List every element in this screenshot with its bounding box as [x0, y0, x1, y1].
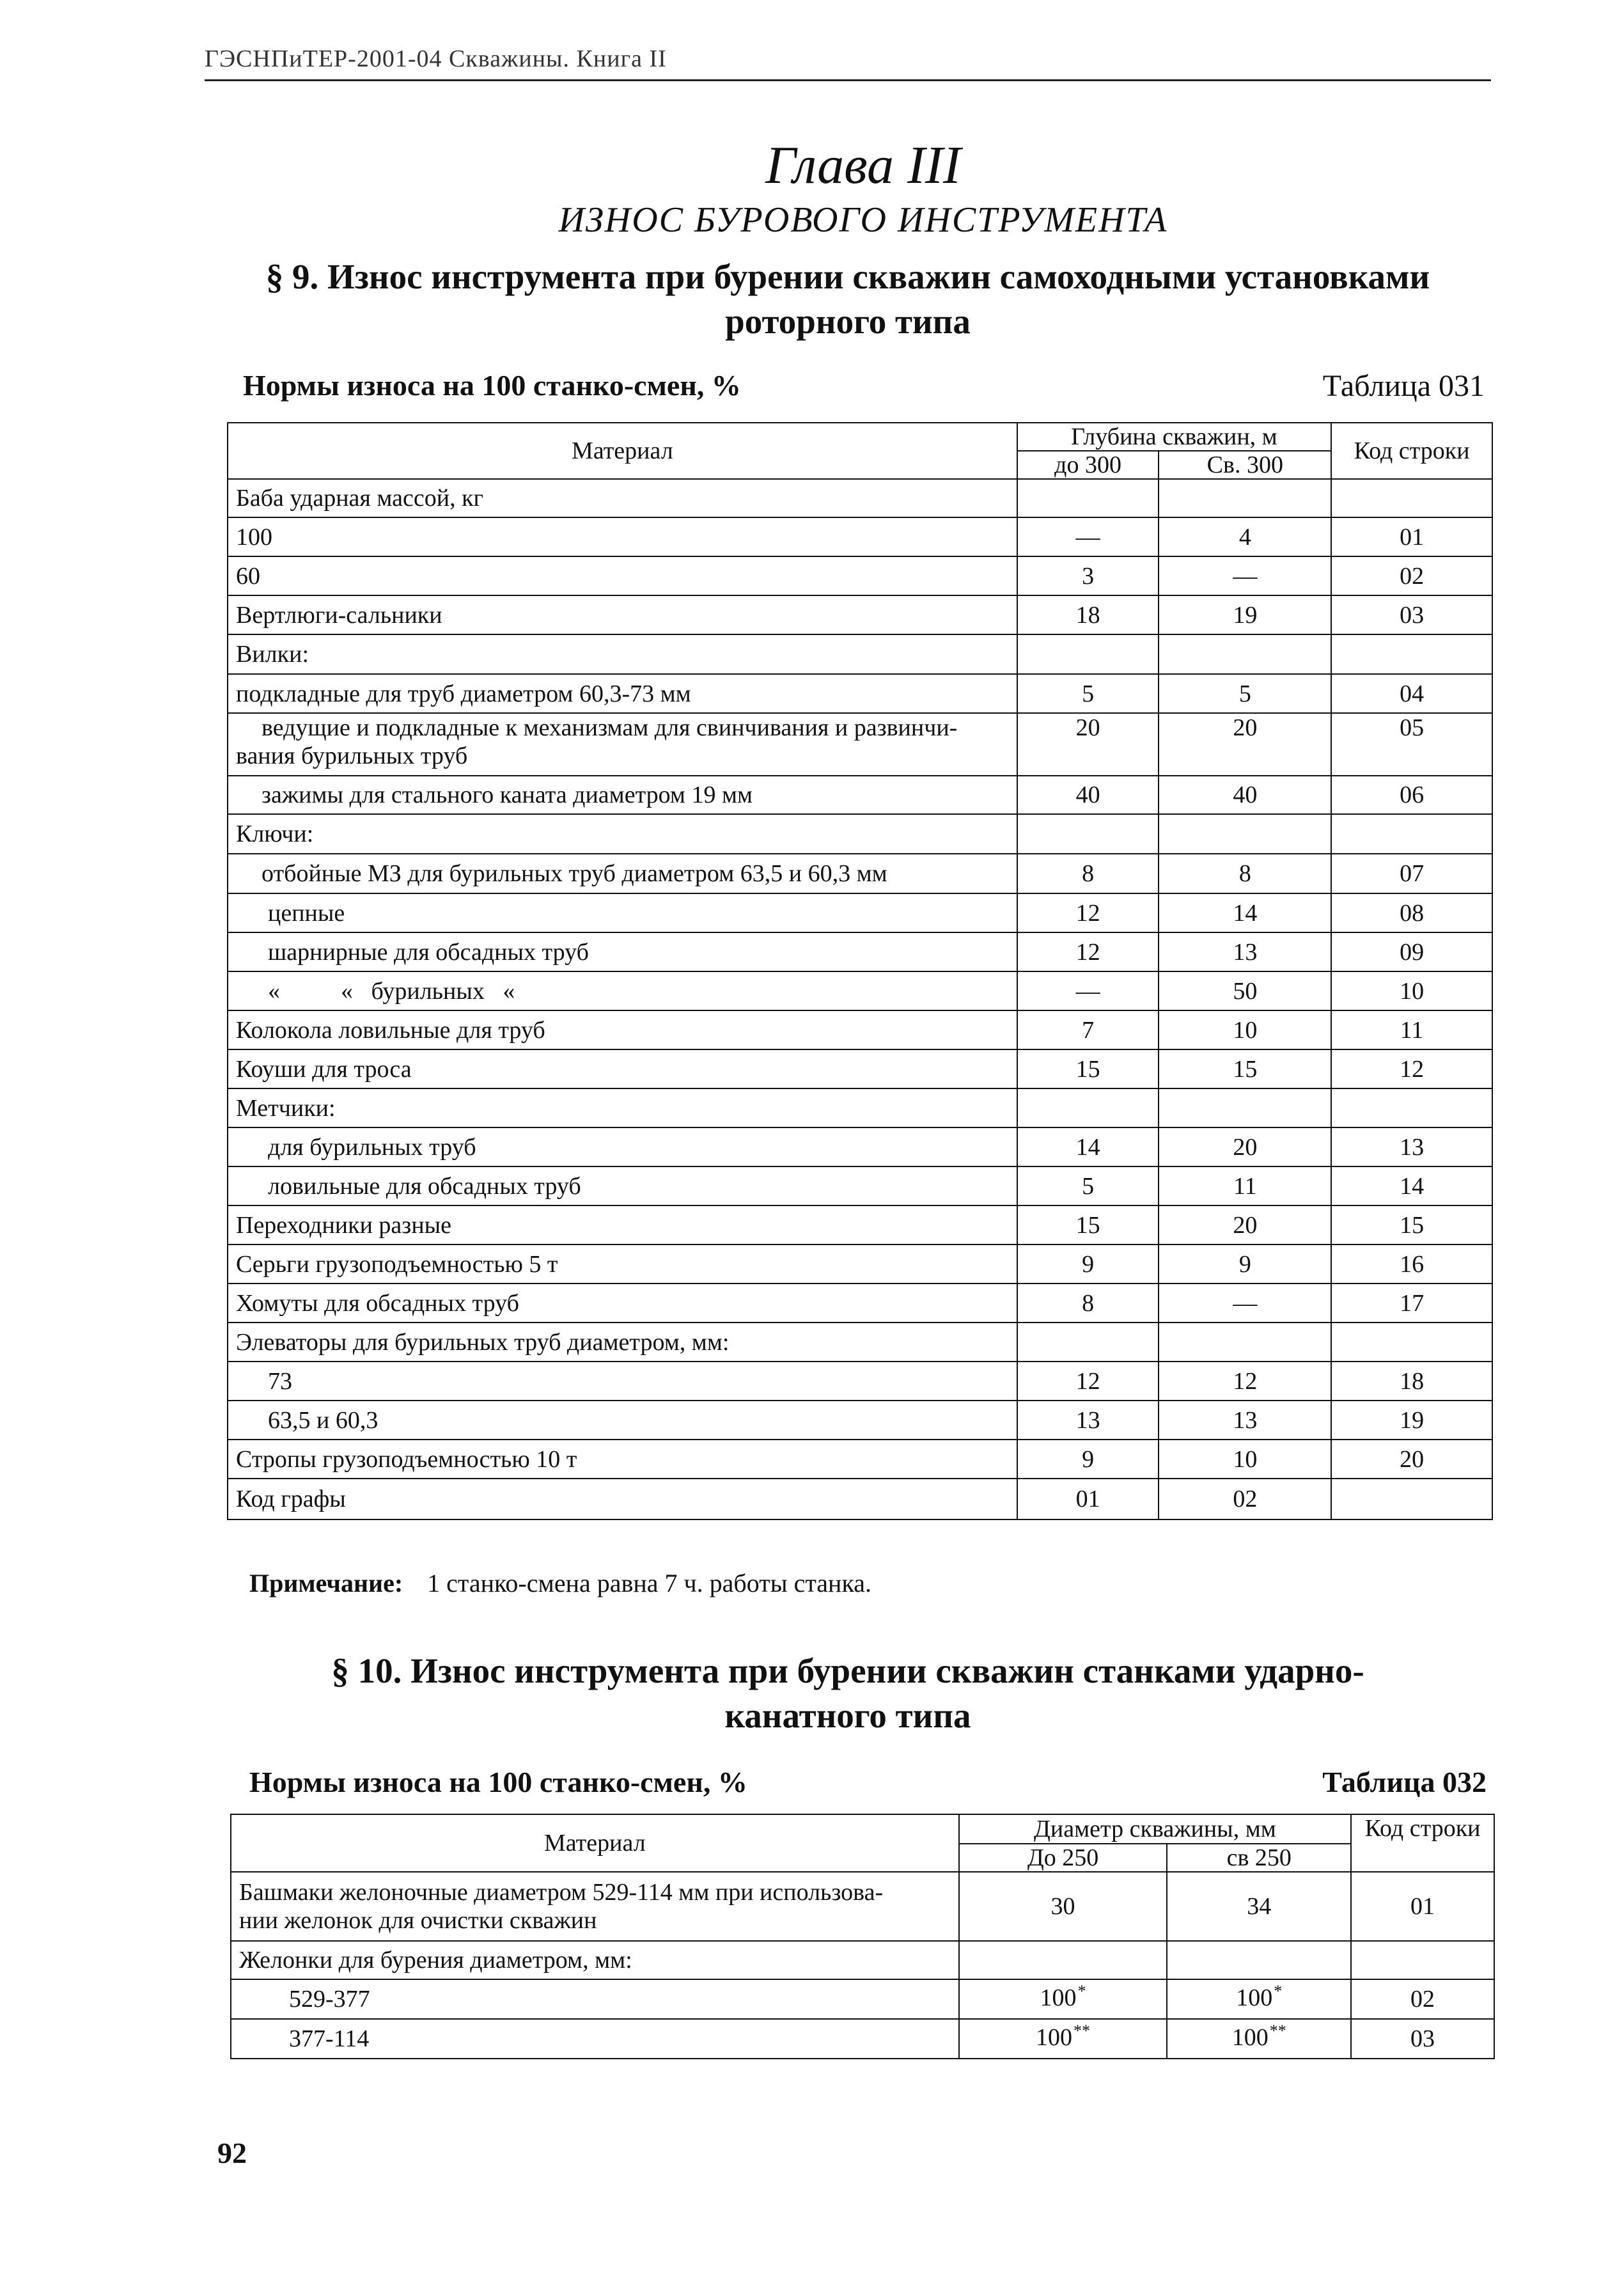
- table-row: [231, 1979, 1494, 2019]
- table-row: [228, 1127, 1492, 1166]
- row-over300: 11: [1159, 1166, 1331, 1205]
- col-header-to300: до 300: [1017, 451, 1159, 479]
- table-row: [228, 595, 1492, 634]
- row-over300: 20: [1159, 1127, 1331, 1166]
- table-031: [227, 422, 1493, 1520]
- row-over300: 4: [1159, 517, 1331, 556]
- col-header-to250: До 250: [959, 1844, 1167, 1872]
- row-material: Баба ударная массой, кг: [228, 479, 1017, 517]
- row-code: 11: [1331, 1010, 1492, 1049]
- row-material: 60: [228, 556, 1017, 595]
- row-over300: 14: [1159, 893, 1331, 932]
- table-row: [228, 1323, 1492, 1362]
- row-code: 03: [1351, 2019, 1494, 2059]
- row-over300: 5: [1159, 674, 1331, 713]
- row-material: Колокола ловильные для труб: [228, 1010, 1017, 1049]
- table-row: [228, 814, 1492, 854]
- row-material: подкладные для труб диаметром 60,3-73 мм: [228, 674, 1017, 713]
- row-material: Серьги грузоподъемностью 5 т: [228, 1244, 1017, 1284]
- row-material: Стропы грузоподъемностью 10 т: [228, 1440, 1017, 1479]
- col-header-material: Материал: [231, 1814, 959, 1872]
- row-code: [1331, 479, 1492, 517]
- table-row: [228, 971, 1492, 1010]
- row-material: Коуши для троса: [228, 1049, 1017, 1088]
- table-row: [228, 517, 1492, 556]
- table-caption-031: Таблица 031: [1322, 369, 1485, 403]
- row-code: 02: [1351, 1979, 1494, 2019]
- table-row: [228, 1479, 1492, 1519]
- row-code: [1351, 1941, 1494, 1979]
- row-material: шарнирные для обсадных труб: [228, 932, 1017, 971]
- row-material-line1: Башмаки желоночные диаметром 529-114 мм при использова-: [239, 1879, 884, 1906]
- row-material: Код графы: [228, 1479, 1017, 1519]
- row-code: 16: [1331, 1244, 1492, 1284]
- row-to300: 40: [1017, 776, 1159, 814]
- row-over300: 12: [1159, 1362, 1331, 1401]
- col-header-diameter: Диаметр скважины, мм: [959, 1814, 1351, 1844]
- row-over300: 13: [1159, 1401, 1331, 1440]
- footnote-mark: *: [1274, 1982, 1283, 2000]
- row-to300: —: [1017, 971, 1159, 1010]
- row-code: 08: [1331, 893, 1492, 932]
- row-code: 19: [1331, 1401, 1492, 1440]
- row-over300: 15: [1159, 1049, 1331, 1088]
- table-032: [230, 1814, 1495, 2059]
- row-code: 06: [1331, 776, 1492, 814]
- row-material: цепные: [228, 893, 1017, 932]
- row-material: зажимы для стального каната диаметром 19 мм: [228, 776, 1017, 814]
- row-over300: 20: [1159, 1205, 1331, 1244]
- row-code: [1331, 814, 1492, 854]
- row-to300: 5: [1017, 674, 1159, 713]
- table-row: [228, 776, 1492, 814]
- row-code: 02: [1331, 556, 1492, 595]
- row-over250: 34: [1167, 1872, 1351, 1941]
- table-row: [231, 1872, 1494, 1941]
- row-material: 529-377: [231, 1979, 959, 2019]
- row-over300: 8: [1159, 854, 1331, 893]
- row-code: 05: [1331, 713, 1492, 776]
- row-over300: —: [1159, 1284, 1331, 1323]
- row-over250: [1167, 2019, 1351, 2059]
- table-row: [228, 893, 1492, 932]
- row-code: [1331, 634, 1492, 674]
- footnote-mark: **: [1074, 2022, 1091, 2040]
- note-label: Примечание:: [249, 1569, 403, 1598]
- chapter-title: ИЗНОС БУРОВОГО ИНСТРУМЕНТА: [558, 200, 1168, 240]
- row-code: 09: [1331, 932, 1492, 971]
- row-to300: [1017, 1323, 1159, 1362]
- row-code: [1331, 1479, 1492, 1519]
- row-material: Хомуты для обсадных труб: [228, 1284, 1017, 1323]
- row-to300: 12: [1017, 893, 1159, 932]
- row-material: Вертлюги-сальники: [228, 595, 1017, 634]
- row-to300: 12: [1017, 1362, 1159, 1401]
- row-material-line2: нии желонок для очистки скважин: [239, 1907, 597, 1934]
- table-row: [228, 1010, 1492, 1049]
- row-to300: 01: [1017, 1479, 1159, 1519]
- col-header-over250: св 250: [1167, 1844, 1351, 1872]
- row-code: 04: [1331, 674, 1492, 713]
- row-code: 03: [1331, 595, 1492, 634]
- row-to300: 8: [1017, 1284, 1159, 1323]
- table-row: [228, 1049, 1492, 1088]
- norms-caption-031: Нормы износа на 100 станко-смен, %: [243, 369, 741, 402]
- row-to300: [1017, 814, 1159, 854]
- row-over250-value: 100: [1231, 2024, 1269, 2051]
- table-row: [228, 556, 1492, 595]
- row-to300: [1017, 479, 1159, 517]
- row-to300: 14: [1017, 1127, 1159, 1166]
- row-material: 377-114: [231, 2019, 959, 2059]
- table-row: [228, 1244, 1492, 1284]
- row-over300: —: [1159, 556, 1331, 595]
- chapter-number: Глава III: [765, 136, 961, 195]
- section-9-title-line2: роторного типа: [725, 302, 971, 341]
- row-to300: 12: [1017, 932, 1159, 971]
- table-row: [231, 1941, 1494, 1979]
- header-rule: [205, 79, 1491, 81]
- row-material: 63,5 и 60,3: [228, 1401, 1017, 1440]
- row-material: Метчики:: [228, 1088, 1017, 1127]
- row-over300: [1159, 634, 1331, 674]
- row-over250-value: 100: [1236, 1984, 1273, 2011]
- section-10-title-line2: канатного типа: [724, 1696, 971, 1735]
- row-code: 18: [1331, 1362, 1492, 1401]
- row-to300: 9: [1017, 1440, 1159, 1479]
- row-material-line1: ведущие и подкладные к механизмам для свинчивания и развинчи-: [262, 714, 958, 741]
- table-row: [228, 1440, 1492, 1479]
- row-to250: [959, 1941, 1167, 1979]
- row-to300: 15: [1017, 1049, 1159, 1088]
- row-material: [228, 713, 1017, 776]
- table-row: [228, 674, 1492, 713]
- row-material: Элеваторы для бурильных труб диаметром, мм:: [228, 1323, 1017, 1362]
- table-row: [228, 1166, 1492, 1205]
- row-over300: 10: [1159, 1010, 1331, 1049]
- row-code: 07: [1331, 854, 1492, 893]
- table-row: [231, 2019, 1494, 2059]
- norms-caption-032: Нормы износа на 100 станко-смен, %: [249, 1766, 747, 1798]
- note-text: 1 станко-смена равна 7 ч. работы станка.: [427, 1569, 872, 1598]
- row-material: Переходники разные: [228, 1205, 1017, 1244]
- section-9-title: [205, 255, 1491, 344]
- row-over300: 20: [1159, 713, 1331, 776]
- row-over300: 19: [1159, 595, 1331, 634]
- row-to300: 3: [1017, 556, 1159, 595]
- row-material-line2: вания бурильных труб: [236, 742, 468, 769]
- page-number: 92: [217, 2137, 247, 2169]
- row-material: « « бурильных «: [228, 971, 1017, 1010]
- col-header-material: Материал: [228, 423, 1017, 479]
- col-header-code: Код строки: [1331, 423, 1492, 479]
- row-over250: [1167, 1941, 1351, 1979]
- table-row: [228, 854, 1492, 893]
- row-to300: 8: [1017, 854, 1159, 893]
- row-material: ловильные для обсадных труб: [228, 1166, 1017, 1205]
- row-over300: [1159, 1088, 1331, 1127]
- row-code: 14: [1331, 1166, 1492, 1205]
- row-to300: 20: [1017, 713, 1159, 776]
- row-material: 73: [228, 1362, 1017, 1401]
- row-material: Вилки:: [228, 634, 1017, 674]
- table-row: [228, 1205, 1492, 1244]
- row-material: отбойные МЗ для бурильных труб диаметром 63,5 и 60,3 мм: [228, 854, 1017, 893]
- row-material: Желонки для бурения диаметром, мм:: [231, 1941, 959, 1979]
- row-over300: 50: [1159, 971, 1331, 1010]
- table-row: [228, 932, 1492, 971]
- row-code: 01: [1351, 1872, 1494, 1941]
- footnote-mark: *: [1077, 1982, 1086, 2000]
- col-header-depth: Глубина скважин, м: [1017, 423, 1331, 451]
- table-row: [228, 1362, 1492, 1401]
- table-row: [228, 713, 1492, 776]
- row-to250-value: 100: [1040, 1984, 1077, 2011]
- row-over300: 02: [1159, 1479, 1331, 1519]
- row-material: 100: [228, 517, 1017, 556]
- col-header-code: Код строки: [1351, 1814, 1494, 1872]
- table-row: [228, 1401, 1492, 1440]
- row-over300: [1159, 479, 1331, 517]
- row-over300: [1159, 1323, 1331, 1362]
- footnote-mark: **: [1269, 2022, 1286, 2040]
- row-code: 15: [1331, 1205, 1492, 1244]
- row-to300: [1017, 634, 1159, 674]
- section-10-title: [205, 1649, 1491, 1738]
- row-over250: [1167, 1979, 1351, 2019]
- col-header-over300: Св. 300: [1159, 451, 1331, 479]
- row-over300: 9: [1159, 1244, 1331, 1284]
- row-to250-value: 100: [1036, 2024, 1073, 2051]
- row-code: 20: [1331, 1440, 1492, 1479]
- row-to250: [959, 2019, 1167, 2059]
- table-row: [228, 634, 1492, 674]
- row-code: [1331, 1323, 1492, 1362]
- row-code: 17: [1331, 1284, 1492, 1323]
- row-material: для бурильных труб: [228, 1127, 1017, 1166]
- row-to300: 7: [1017, 1010, 1159, 1049]
- row-code: 13: [1331, 1127, 1492, 1166]
- row-code: [1331, 1088, 1492, 1127]
- row-to300: 15: [1017, 1205, 1159, 1244]
- row-to300: [1017, 1088, 1159, 1127]
- row-over300: 40: [1159, 776, 1331, 814]
- row-to300: 13: [1017, 1401, 1159, 1440]
- row-to300: 18: [1017, 595, 1159, 634]
- row-over300: [1159, 814, 1331, 854]
- row-material: Ключи:: [228, 814, 1017, 854]
- row-material: [231, 1872, 959, 1941]
- row-code: 01: [1331, 517, 1492, 556]
- table-caption-032: Таблица 032: [1322, 1766, 1487, 1798]
- note: [249, 1568, 871, 1598]
- running-header: ГЭСНПиТЕР-2001-04 Скважины. Книга II: [205, 45, 667, 72]
- row-to250: 30: [959, 1872, 1167, 1941]
- row-to300: 9: [1017, 1244, 1159, 1284]
- row-over300: 10: [1159, 1440, 1331, 1479]
- row-code: 10: [1331, 971, 1492, 1010]
- section-9-title-line1: § 9. Износ инструмента при бурении скважин самоходными установками: [265, 257, 1430, 296]
- table-row: [228, 479, 1492, 517]
- table-row: [228, 1284, 1492, 1323]
- row-to300: —: [1017, 517, 1159, 556]
- table-row: [228, 1088, 1492, 1127]
- row-to250: [959, 1979, 1167, 2019]
- row-code: 12: [1331, 1049, 1492, 1088]
- row-to300: 5: [1017, 1166, 1159, 1205]
- section-10-title-line1: § 10. Износ инструмента при бурении скважин станками ударно-: [331, 1651, 1364, 1690]
- row-over300: 13: [1159, 932, 1331, 971]
